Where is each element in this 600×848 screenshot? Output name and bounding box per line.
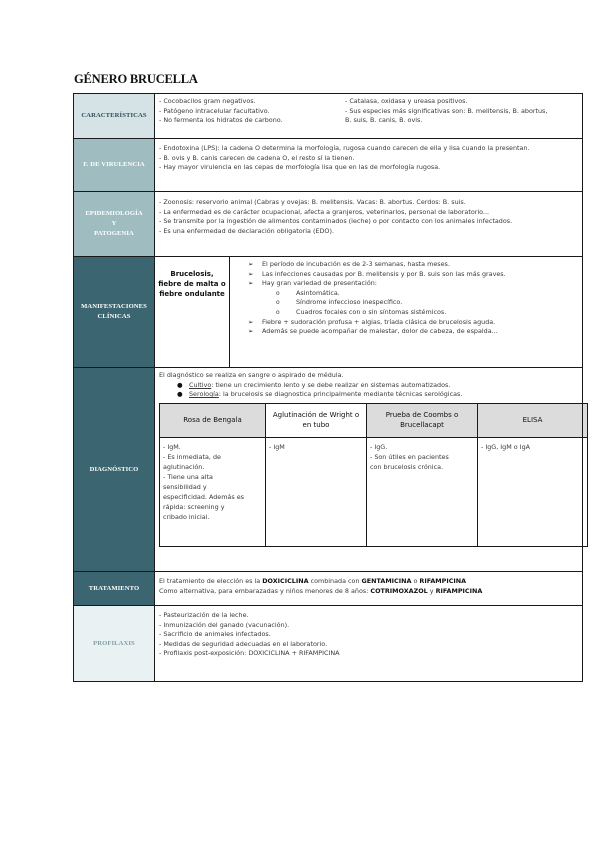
test-header: Rosa de Bengala <box>160 403 266 437</box>
text-line: B. suis, B. canis, B. ovis. <box>345 116 423 125</box>
list-item: ➢ Las infecciones causadas por B. melitensis y por B. suis son las más graves. <box>248 269 506 278</box>
text-line: con brucelosis crónica. <box>370 462 444 471</box>
text-line: - La enfermedad es de carácter ocupacional, afecta a granjeros, veterinarios, personal de laboratorio... <box>159 207 490 216</box>
test-header: Prueba de Coombs o Brucellacapt <box>367 403 478 437</box>
test-cell <box>266 437 367 546</box>
text-line: - Es inmediata, de <box>163 452 221 461</box>
content-profilaxis <box>155 606 583 682</box>
text-line: especificidad. Además es <box>163 492 244 501</box>
bullet-cultivo: ● Cultivo: tiene un crecimiento lento y se debe realizar en sistemas automatizados. <box>177 380 451 389</box>
arrow-bullet-icon: ➢ <box>248 317 254 326</box>
text-line: - Son útiles en pacientes <box>370 452 449 461</box>
row-label-line: CLÍNICAS <box>97 313 131 320</box>
diagnostic-tests-table <box>159 403 588 547</box>
text-line: aglutinación. <box>163 462 205 471</box>
row-diagnostico <box>74 368 583 572</box>
row-label-line: fiebre de malta o <box>158 280 226 288</box>
tratamiento-line1: El tratamiento de elección es la DOXICICLINA combinada con GENTAMICINA o RIFAMPICINA <box>159 577 467 585</box>
text-line: - Tiene una alta <box>163 472 213 481</box>
list-subitem: o Síndrome infeccioso inespecífico. <box>276 298 403 307</box>
text-line: - Pasteurización de la leche. <box>159 611 249 619</box>
label-diagnostico: DIAGNÓSTICO <box>74 368 155 572</box>
text-line: - IgG, IgM o IgA <box>481 442 531 451</box>
text-line: cribado inicial. <box>163 512 210 521</box>
row-label-line: Y <box>111 220 117 227</box>
label-manifestaciones <box>74 257 155 368</box>
list-item: ➢ El período de incubación es de 2-3 semanas, hasta meses. <box>248 260 450 268</box>
test-header: ELISA <box>478 403 588 437</box>
text-line: - IgG. <box>370 442 388 451</box>
text-line: - IgM. <box>163 442 181 451</box>
label-tratamiento: TRATAMIENTO <box>74 572 155 606</box>
row-label-line: PATOGENIA <box>94 230 134 237</box>
content-diagnostico <box>155 368 583 572</box>
text-line: - B. ovis y B. canis carecen de cadena O, el resto sí la tienen. <box>159 153 355 162</box>
text-line: - Medidas de seguridad adecuadas en el laboratorio. <box>159 639 328 648</box>
row-manifestaciones <box>74 257 583 368</box>
text-line: - Catalasa, oxidasa y ureasa positivos. <box>345 97 468 105</box>
caracteristicas-col2 <box>345 97 578 126</box>
circle-bullet-icon: o <box>276 299 280 307</box>
row-virulencia <box>74 139 583 192</box>
text-line: - Se transmite por la ingestión de alimentos contaminados (leche) o por contacto con los animales infectados. <box>159 217 513 226</box>
arrow-bullet-icon: ➢ <box>248 260 254 268</box>
label-virulencia: F. DE VIRULENCIA <box>74 139 155 192</box>
label-caracteristicas: CARACTERÍSTICAS <box>74 94 155 139</box>
text-line: - Endotoxina (LPS): la cadena O determina la morfología, rugosa cuando carecen de ella y lisa cuando la presentan. <box>159 144 530 152</box>
text-line: - IgM <box>269 442 285 451</box>
text-line: rápida: screening y <box>163 502 225 511</box>
text-line: - Es una enfermedad de declaración obligatoria (EDO). <box>159 226 334 235</box>
arrow-bullet-icon: ➢ <box>248 279 254 288</box>
text-line: - Hay mayor virulencia en las cepas de morfología lisa que en las de morfología rugosa. <box>159 163 441 172</box>
content-epidemiologia <box>155 192 583 257</box>
caracteristicas-col1 <box>159 97 345 126</box>
circle-bullet-icon: o <box>276 289 280 297</box>
row-profilaxis <box>74 606 583 682</box>
content-tratamiento <box>155 572 583 606</box>
content-caracteristicas <box>155 94 583 139</box>
bullet-icon: ● <box>177 390 183 399</box>
text-line: - Patógeno intracelular facultativo. <box>159 106 270 115</box>
list-item: ➢ Hay gran variedad de presentación: <box>248 279 377 288</box>
text-line: - Profilaxis post-exposición: DOXICICLINA + RIFAMPICINA <box>159 649 340 658</box>
text-line: - Sus especies más significativas son: B. melitensis, B. abortus, <box>345 106 548 115</box>
content-virulencia <box>155 139 583 192</box>
page-title: GÉNERO BRUCELLA <box>74 72 198 86</box>
content-manifestaciones <box>155 257 583 368</box>
text-line: - Sacrificio de animales infectados. <box>159 630 271 639</box>
bullet-serologia: ● Serología: la brucelosis se diagnostica principalmente mediante técnicas serológicas. <box>177 390 463 399</box>
text-line: - No fermenta los hidratos de carbono. <box>159 116 283 125</box>
label-epidemiologia <box>74 192 155 257</box>
summary-table <box>73 93 583 682</box>
tratamiento-line2: Como alternativa, para embarazadas y niños menores de 8 años: COTRIMOXAZOL y RIFAMPICINA <box>159 586 483 595</box>
row-label-line: fiebre ondulante <box>159 290 225 298</box>
diagnostico-intro: El diagnóstico se realiza en sangre o aspirado de médula. <box>159 371 344 379</box>
test-cell <box>160 437 266 546</box>
row-tratamiento <box>74 572 583 606</box>
list-item: ➢ Además se puede acompañar de malestar, dolor de cabeza, de espalda... <box>248 327 498 336</box>
row-epidemiologia <box>74 192 583 257</box>
arrow-bullet-icon: ➢ <box>248 327 254 336</box>
test-header: Aglutinación de Wright o en tubo <box>266 403 367 437</box>
row-caracteristicas <box>74 94 583 139</box>
row-label-line: EPIDEMIOLOGÍA <box>85 210 143 217</box>
text-line: - Zoonosis: reservorio animal (Cabras y ovejas: B. melitensis. Vacas: B. abortus. Cerdos: B. suis. <box>159 198 466 206</box>
list-subitem: o Cuadros focales con o sin síntomas sistémicos. <box>276 307 447 316</box>
row-label-line: Brucelosis, <box>170 270 214 278</box>
disease-name <box>155 257 230 367</box>
row-label-line: MANIFESTACIONES <box>81 303 147 310</box>
bullet-icon: ● <box>177 380 183 389</box>
manifestaciones-list <box>230 257 582 367</box>
list-subitem: o Asintomática. <box>276 288 340 297</box>
test-cell <box>367 437 478 546</box>
text-line: - Cocobacilos gram negativos. <box>159 97 256 105</box>
text-line: - Inmunización del ganado (vacunación). <box>159 620 290 629</box>
label-profilaxis: PROFILAXIS <box>74 606 155 682</box>
test-cell <box>478 437 588 546</box>
circle-bullet-icon: o <box>276 308 280 316</box>
arrow-bullet-icon: ➢ <box>248 269 254 278</box>
text-line: sensibilidad y <box>163 482 207 491</box>
list-item: ➢ Fiebre + sudoración profusa + algias, tríada clásica de brucelosis aguda. <box>248 317 496 326</box>
